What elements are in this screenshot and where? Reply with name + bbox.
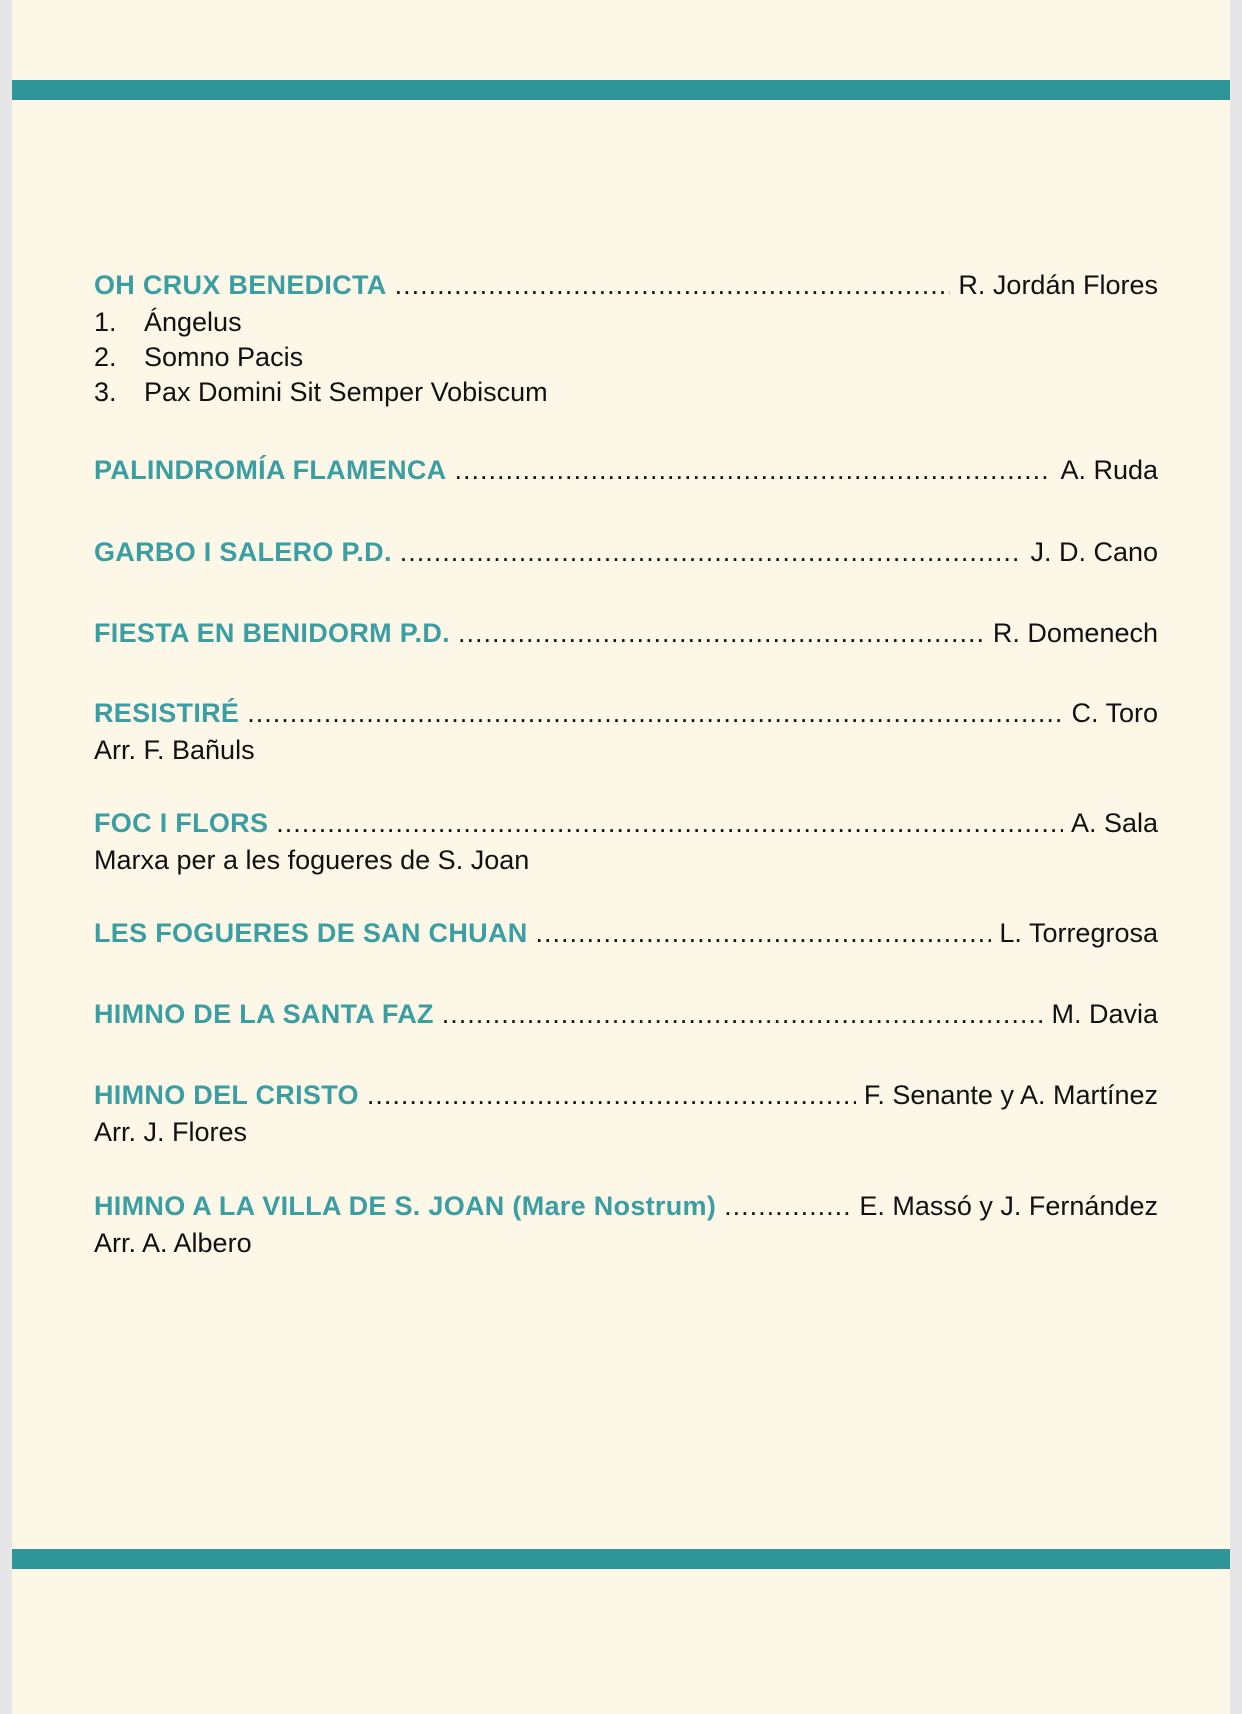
program-entry: [94, 450, 1158, 490]
movement-item: [94, 375, 1158, 410]
composer: L. Torregrosa: [999, 918, 1158, 948]
program-entry: [94, 265, 1158, 410]
program-entry: [94, 613, 1158, 653]
composer: F. Senante y A. Martínez: [863, 1080, 1158, 1110]
program-entry: [94, 532, 1158, 572]
composer: M. Davia: [1051, 999, 1158, 1029]
composer: E. Massó y J. Fernández: [859, 1191, 1158, 1221]
dot-leader: [276, 803, 1063, 843]
arrangement-note: Arr. A. Albero: [94, 1228, 252, 1258]
movement-number: 3.: [94, 377, 117, 407]
dot-leader: [458, 613, 985, 653]
movement-number: 2.: [94, 342, 117, 372]
bottom-rule: [12, 1549, 1230, 1569]
entry-row: [94, 693, 1158, 733]
program-entry: [94, 693, 1158, 768]
piece-title: FOC I FLORS: [94, 808, 269, 838]
dot-leader: [536, 913, 992, 953]
movement-item: [94, 305, 1158, 340]
program-entry: [94, 803, 1158, 878]
piece-title: PALINDROMÍA FLAMENCA: [94, 455, 447, 485]
dot-leader: [247, 693, 1063, 733]
movement-number: 1.: [94, 307, 117, 337]
composer: R. Domenech: [992, 618, 1158, 648]
entry-row: [94, 613, 1158, 653]
piece-title: GARBO I SALERO P.D.: [94, 537, 392, 567]
entry-row: [94, 1186, 1158, 1226]
movement-list: [94, 305, 1158, 410]
movement-name: Ángelus: [144, 307, 242, 337]
dot-leader: [724, 1186, 851, 1226]
dot-leader: [395, 265, 951, 305]
entry-row: [94, 532, 1158, 572]
piece-title: LES FOGUERES DE SAN CHUAN: [94, 918, 528, 948]
composer: R. Jordán Flores: [958, 270, 1158, 300]
dot-leader: [442, 994, 1044, 1034]
top-rule: [12, 80, 1230, 100]
dot-leader: [367, 1075, 856, 1115]
composer: J. D. Cano: [1030, 537, 1158, 567]
arrangement-note: Arr. J. Flores: [94, 1117, 248, 1147]
composer: A. Ruda: [1060, 455, 1158, 485]
piece-title: HIMNO DEL CRISTO: [94, 1080, 359, 1110]
arrangement-note: Arr. F. Bañuls: [94, 735, 255, 765]
program-page: [12, 0, 1230, 1714]
piece-title: OH CRUX BENEDICTA: [94, 270, 387, 300]
piece-title: HIMNO DE LA SANTA FAZ: [94, 999, 434, 1029]
entry-row: [94, 913, 1158, 953]
subtitle-note: Marxa per a les fogueres de S. Joan: [94, 845, 530, 875]
composer: A. Sala: [1070, 808, 1158, 838]
entry-row: [94, 265, 1158, 305]
program-entry: [94, 1075, 1158, 1150]
movement-name: Somno Pacis: [144, 342, 304, 372]
entry-row: [94, 1075, 1158, 1115]
movement-name: Pax Domini Sit Semper Vobiscum: [144, 377, 548, 407]
piece-title: HIMNO A LA VILLA DE S. JOAN (Mare Nostrum): [94, 1191, 717, 1221]
program-entry: [94, 1186, 1158, 1261]
program-entry: [94, 994, 1158, 1034]
piece-title: FIESTA EN BENIDORM P.D.: [94, 618, 450, 648]
composer: C. Toro: [1071, 698, 1158, 728]
program-list: [94, 265, 1158, 1261]
entry-row: [94, 994, 1158, 1034]
piece-title: RESISTIRÉ: [94, 698, 240, 728]
movement-item: [94, 340, 1158, 375]
program-entry: [94, 913, 1158, 953]
dot-leader: [454, 450, 1052, 490]
entry-row: [94, 803, 1158, 843]
entry-row: [94, 450, 1158, 490]
dot-leader: [400, 532, 1023, 572]
